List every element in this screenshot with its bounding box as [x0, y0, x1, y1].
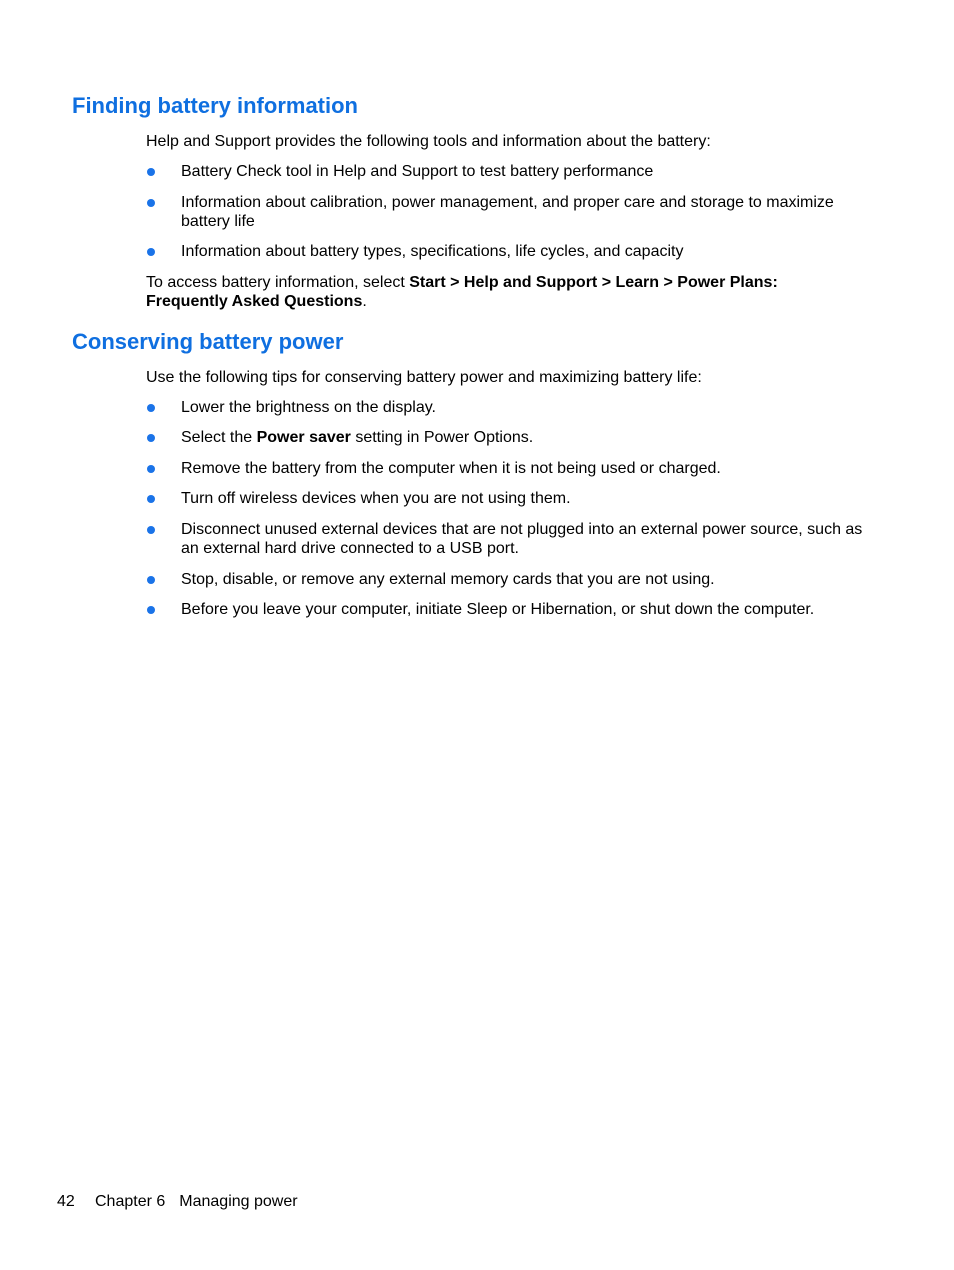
- list-item-text: Turn off wireless devices when you are not using them.: [181, 490, 571, 507]
- access-suffix: .: [362, 293, 367, 310]
- list-item-text: [181, 428, 871, 447]
- chapter-title: Managing power: [179, 1193, 298, 1210]
- bullet-icon: [147, 199, 155, 207]
- list-item-text: Information about calibration, power management, and proper care and storage to maximize battery life: [181, 194, 834, 230]
- chapter-label: Chapter 6: [95, 1193, 166, 1210]
- section-heading: Conserving battery power: [72, 329, 344, 354]
- section-heading: Finding battery information: [72, 93, 358, 118]
- list-item-text: Remove the battery from the computer when it is not being used or charged.: [181, 460, 721, 477]
- bullet-icon: [147, 168, 155, 176]
- access-instructions: [146, 273, 806, 311]
- bullet-icon: [147, 248, 155, 256]
- page-number: 42: [57, 1193, 75, 1210]
- access-path: Start > Help and Support > Learn > Power Plans: Frequently Asked Questions: [146, 274, 778, 310]
- list-item-text: Information about battery types, specifications, life cycles, and capacity: [181, 243, 684, 260]
- bullet-icon: [147, 404, 155, 412]
- page-footer: [57, 1192, 298, 1211]
- bullet-icon: [147, 434, 155, 442]
- bullet-icon: [147, 465, 155, 473]
- list-item-text: Disconnect unused external devices that are not plugged into an external power source, such as an external hard drive connected to a USB port.: [181, 521, 863, 557]
- bullet-icon: [147, 576, 155, 584]
- section-intro: Use the following tips for conserving battery power and maximizing battery life:: [146, 369, 702, 386]
- list-item-text: Battery Check tool in Help and Support to test battery performance: [181, 163, 654, 180]
- bullet-icon: [147, 526, 155, 534]
- list-item-text: Before you leave your computer, initiate Sleep or Hibernation, or shut down the computer.: [181, 601, 815, 618]
- list-item-text: Lower the brightness on the display.: [181, 399, 436, 416]
- power-saver-label: Power saver: [256, 429, 351, 446]
- list-item-prefix: Select the: [181, 429, 257, 446]
- list-item-text: Stop, disable, or remove any external memory cards that you are not using.: [181, 571, 715, 588]
- list-item-suffix: setting in Power Options.: [350, 429, 534, 446]
- access-prefix: To access battery information, select: [146, 274, 410, 291]
- bullet-icon: [147, 495, 155, 503]
- section-intro: Help and Support provides the following tools and information about the battery:: [146, 133, 711, 150]
- bullet-icon: [147, 606, 155, 614]
